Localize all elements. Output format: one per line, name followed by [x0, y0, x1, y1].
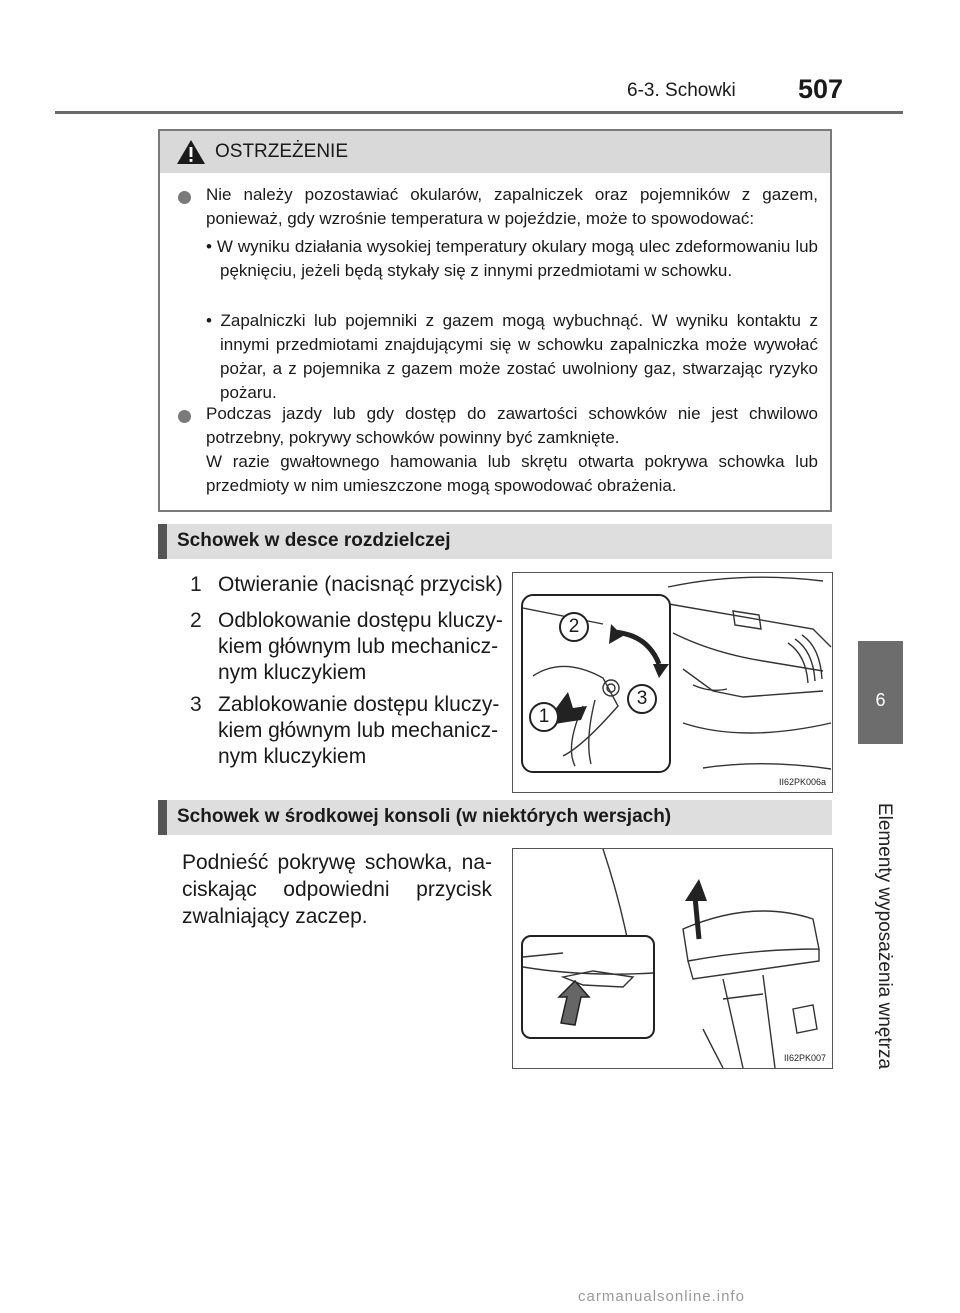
console-instruction-line-1: Podnieść pokrywę schowka, na-: [182, 851, 492, 874]
bullet-dot: [178, 191, 191, 204]
callout-2: 2: [559, 612, 589, 642]
page-number: 507: [798, 74, 844, 104]
detail-inset: [521, 594, 671, 773]
item-2-line-2: kiem głównym lub mechanicz-: [218, 635, 499, 658]
warning-bullet-1: Nie należy pozostawiać okularów, zapalniczek oraz pojemników z gazem, ponieważ, gdy wzrośnie temperatura w pojeździe, może to spowodować:: [206, 185, 818, 228]
detail-inset: [521, 935, 655, 1039]
warning-header: [160, 131, 830, 173]
warning-sub-item-1: • W wyniku działania wysokiej temperatury okulary mogą ulec zdeformowaniu lub pęknięciu, jeżeli będą stykały się z innymi przedmiotami w schowku.: [206, 237, 818, 280]
console-instruction-line-3: zwalniający zaczep.: [182, 905, 368, 928]
item-1-text: Otwieranie (nacisnąć przycisk): [218, 573, 503, 596]
item-2-line-3: nym kluczykiem: [218, 661, 367, 684]
callout-3: 3: [627, 684, 657, 714]
figure-code: II62PK007: [783, 1053, 826, 1063]
item-3-line-1: Zablokowanie dostępu kluczy-: [218, 693, 500, 716]
warning-box: [158, 129, 832, 512]
running-header-section: 6-3. Schowki: [627, 80, 736, 101]
chapter-tab-number: 6: [875, 690, 886, 710]
section-title: Schowek w desce rozdzielczej: [177, 530, 451, 551]
figure-dashboard-glovebox: [512, 572, 833, 793]
callout-1: 1: [529, 702, 559, 732]
chapter-tab-title: Elementy wyposażenia wnętrza: [874, 802, 895, 1070]
console-instruction-line-2: ciskając odpowiedni przycisk: [182, 878, 492, 901]
figure-code: II62PK006a: [778, 777, 826, 787]
item-number-1: 1: [190, 573, 202, 596]
watermark: carmanualsonline.info: [578, 1288, 745, 1305]
warning-triangle-icon: [176, 139, 206, 165]
item-3-line-2: kiem głównym lub mechanicz-: [218, 719, 499, 742]
warning-bullet-2: Podczas jazdy lub gdy dostęp do zawartości schowków nie jest chwilowo potrzebny, pokrywy schowków powinny być zamknięte.: [206, 404, 818, 447]
section-title: Schowek w środkowej konsoli (w niektórych wersjach): [177, 806, 672, 827]
item-2-line-1: Odblokowanie dostępu kluczy-: [218, 609, 503, 632]
section-accent-bar: [158, 524, 167, 559]
figure-center-console: [512, 848, 833, 1069]
item-3-line-3: nym kluczykiem: [218, 745, 367, 768]
warning-sub-item-2: • Zapalniczki lub pojemniki z gazem mogą wybuchnąć. W wyniku kontaktu z innymi przedmiotami znajdującymi się w schowku zapalniczka może wywołać pożar, a z pojemnika z gazem może zostać uwolniony gaz, stwarzając ryzyko pożaru.: [206, 311, 818, 402]
section-accent-bar: [158, 800, 167, 835]
warning-title: OSTRZEŻENIE: [215, 141, 349, 162]
item-number-3: 3: [190, 693, 202, 716]
bullet-dot: [178, 410, 191, 423]
section-header-center-console: [158, 800, 832, 835]
item-number-2: 2: [190, 609, 202, 632]
section-header-dashboard-glovebox: [158, 524, 832, 559]
header-rule: [55, 111, 903, 114]
warning-bullet-2-continued: W razie gwałtownego hamowania lub skrętu otwarta pokrywa schowka lub przedmioty w nim umieszczone mogą spowodować obrażenia.: [206, 452, 818, 495]
